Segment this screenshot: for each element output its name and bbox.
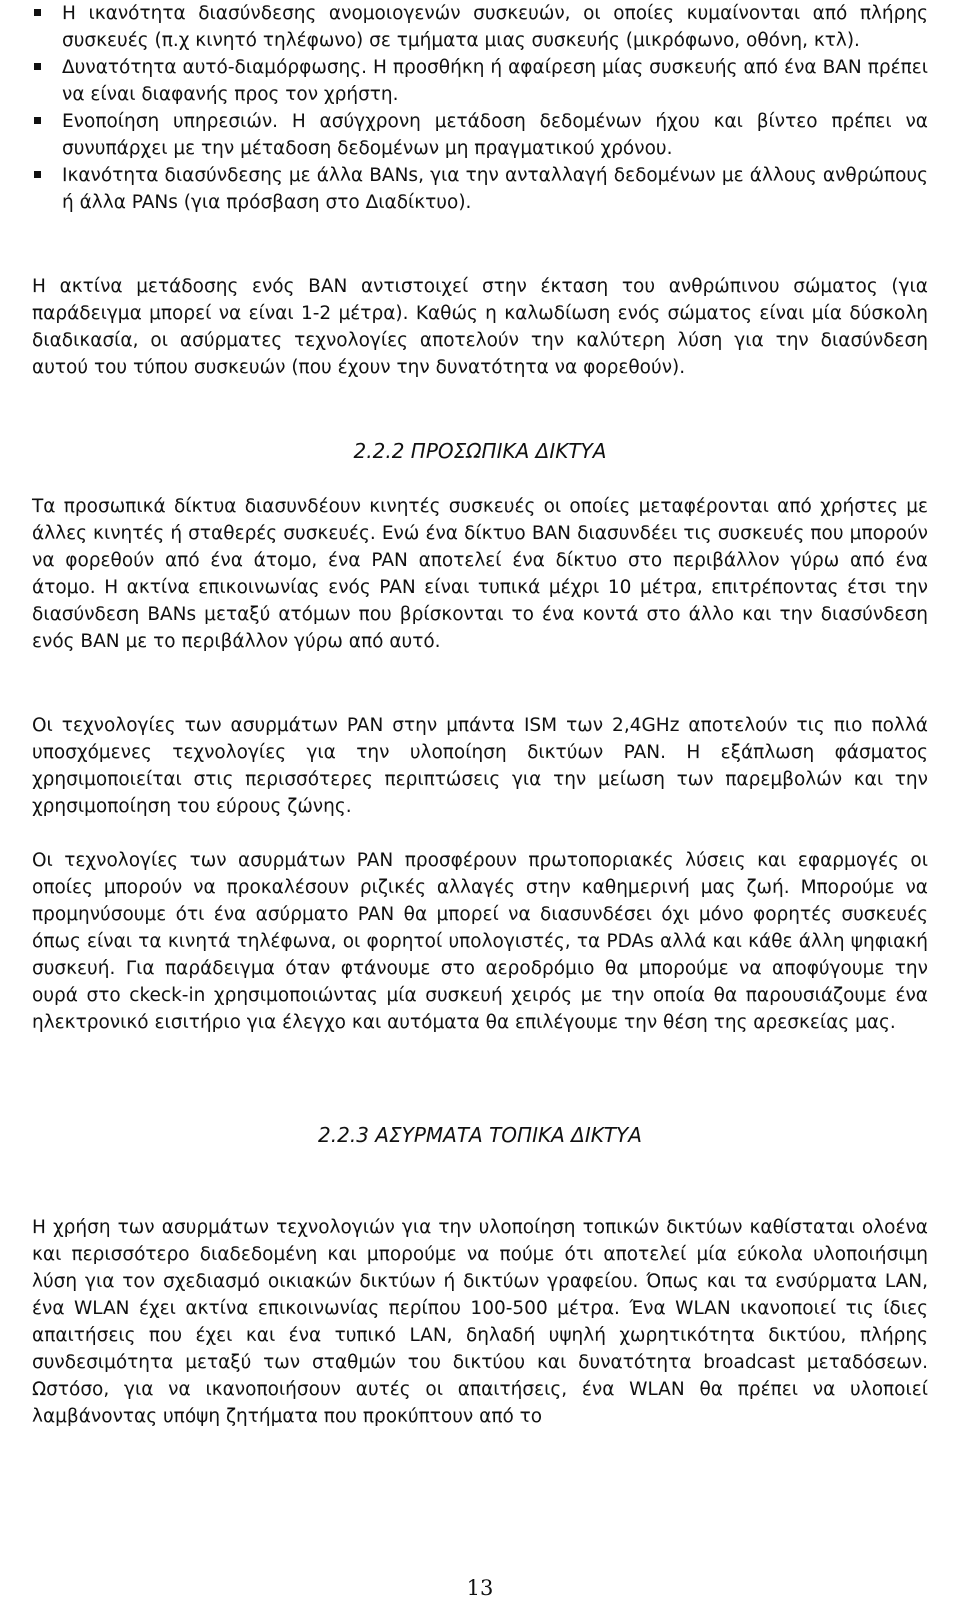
- list-item-text: Δυνατότητα αυτό-διαμόρφωσης. Η προσθήκη ή αφαίρεση μίας συσκευής από ένα BAN πρέπει να είναι διαφανής προς τον χρήστη.: [62, 57, 928, 105]
- list-item-text: Η ικανότητα διασύνδεσης ανομοιογενών συσκευών, οι οποίες κυμαίνονται από πλήρης συσκευές (π.χ κινητό τηλέφωνο) σε τμήματα μιας συσκευής (μικρόφωνο, οθόνη, κτλ).: [62, 3, 928, 51]
- list-item: [32, 0, 928, 54]
- square-bullet-icon: [34, 9, 41, 16]
- list-item-text: Ικανότητα διασύνδεσης με άλλα BANs, για την ανταλλαγή δεδομένων με άλλους ανθρώπους ή άλλα PANs (για πρόσβαση στο Διαδίκτυο).: [62, 165, 928, 213]
- pan-paragraph-2: Οι τεχνολογίες των ασυρμάτων PAN στην μπάντα ISM των 2,4GHz αποτελούν τις πιο πολλά υποσχόμενες τεχνολογίες για την υλοποίηση δικτύων PAN. Η εξάπλωση φάσματος χρησιμοποιείται στις περισσότερες περιπτώσεις για την μείωση των παρεμβολών και την χρησιμοποίηση του εύρους ζώνης.: [32, 715, 928, 817]
- section-heading-wireless-local-networks: 2.2.3 ΑΣΥΡΜΑΤΑ ΤΟΠΙΚΑ ΔΙΚΤΥΑ: [318, 1123, 642, 1147]
- square-bullet-icon: [34, 63, 41, 70]
- wlan-paragraph-1: Η χρήση των ασυρμάτων τεχνολογιών για την υλοποίηση τοπικών δικτύων καθίσταται ολοένα και περισσότερο διαδεδομένη και μπορούμε να πούμε ότι αποτελεί μία εύκολα υλοποιήσιμη λύση για τον σχεδιασμό οικιακών δικτύων ή δικτύων γραφείου. Όπως και τα ενσύρματα LAN, ένα WLAN έχει ακτίνα επικοινωνίας περίπου 100-500 μέτρα. Ένα WLAN ικανοποιεί τις ίδιες απαιτήσεις που έχει και ένα τυπικό LAN, δηλαδή υψηλή χωρητικότητα δικτύου, πλήρης συνδεσιμότητα μεταξύ των σταθμών του δικτύου και δυνατότητα broadcast μεταδόσεων. Ωστόσο, για να ικανοποιήσουν αυτές οι απαιτήσεις, ένα WLAN θα πρέπει να υλοποιεί λαμβάνοντας υπόψη ζητήματα που προκύπτουν από το: [32, 1217, 928, 1427]
- list-item-text: Ενοποίηση υπηρεσιών. Η ασύγχρονη μετάδοση δεδομένων ήχου και βίντεο πρέπει να συνυπάρχει με την μέταδοση δεδομένων μη πραγματικού χρόνου.: [62, 111, 928, 159]
- ban-radius-paragraph: Η ακτίνα μετάδοσης ενός BAN αντιστοιχεί στην έκταση του ανθρώπινου σώματος (για παράδειγμα μπορεί να είναι 1-2 μέτρα). Καθώς η καλωδίωση ενός σώματος είναι μία δύσκολη διαδικασία, οι ασύρματες τεχνολογίες αποτελούν την καλύτερη λύση για την διασύνδεση αυτού του τύπου συσκευών (που έχουν την δυνατότητα να φορεθούν).: [32, 276, 928, 378]
- list-item: [32, 162, 928, 216]
- list-item: [32, 108, 928, 162]
- square-bullet-icon: [34, 117, 41, 124]
- square-bullet-icon: [34, 171, 41, 178]
- page-number: 13: [466, 1576, 494, 1600]
- requirements-bullet-list: [32, 0, 928, 216]
- list-item: [32, 54, 928, 108]
- pan-paragraph-1: Τα προσωπικά δίκτυα διασυνδέουν κινητές συσκευές οι οποίες μεταφέρονται από χρήστες με άλλες κινητές ή σταθερές συσκευές. Ενώ ένα δίκτυο BAN διασυνδέει τις συσκευές που μπορούν να φορεθούν από ένα άτομο, ένα PAN αποτελεί ένα δίκτυο στο περιβάλλον γύρω από ένα άτομο. Η ακτίνα επικοινωνίας ενός PAN είναι τυπικά μέχρι 10 μέτρα, επιτρέποντας έτσι την διασύνδεση BANs μεταξύ ατόμων που βρίσκονται το ένα κοντά στο άλλο και την διασύνδεση ενός BAN με το περιβάλλον γύρω από αυτό.: [32, 496, 928, 652]
- section-heading-personal-networks: 2.2.2 ΠΡΟΣΩΠΙΚΑ ΔΙΚΤΥΑ: [353, 439, 607, 463]
- pan-paragraph-3: Οι τεχνολογίες των ασυρμάτων PAN προσφέρουν πρωτοποριακές λύσεις και εφαρμογές οι οποίες μπορούν να προκαλέσουν ριζικές αλλαγές στην καθημερινή μας ζωή. Μπορούμε να προμηνύσουμε ότι ένα ασύρματο PAN θα μπορεί να διασυνδέσει όχι μόνο φορητές συσκευές όπως είναι τα κινητά τηλέφωνα, οι φορητοί υπολογιστές, τα PDAs αλλά και κάθε άλλη ψηφιακή συσκευή. Για παράδειγμα όταν φτάνουμε στο αεροδρόμιο θα μπορούμε να αποφύγουμε την ουρά στο ckeck-in χρησιμοποιώντας μία συσκευή χειρός με την οποία θα παρουσιάζουμε ένα ηλεκτρονικό εισιτήριο για έλεγχο και αυτόματα θα επιλέγουμε την θέση της αρεσκείας μας.: [32, 850, 928, 1033]
